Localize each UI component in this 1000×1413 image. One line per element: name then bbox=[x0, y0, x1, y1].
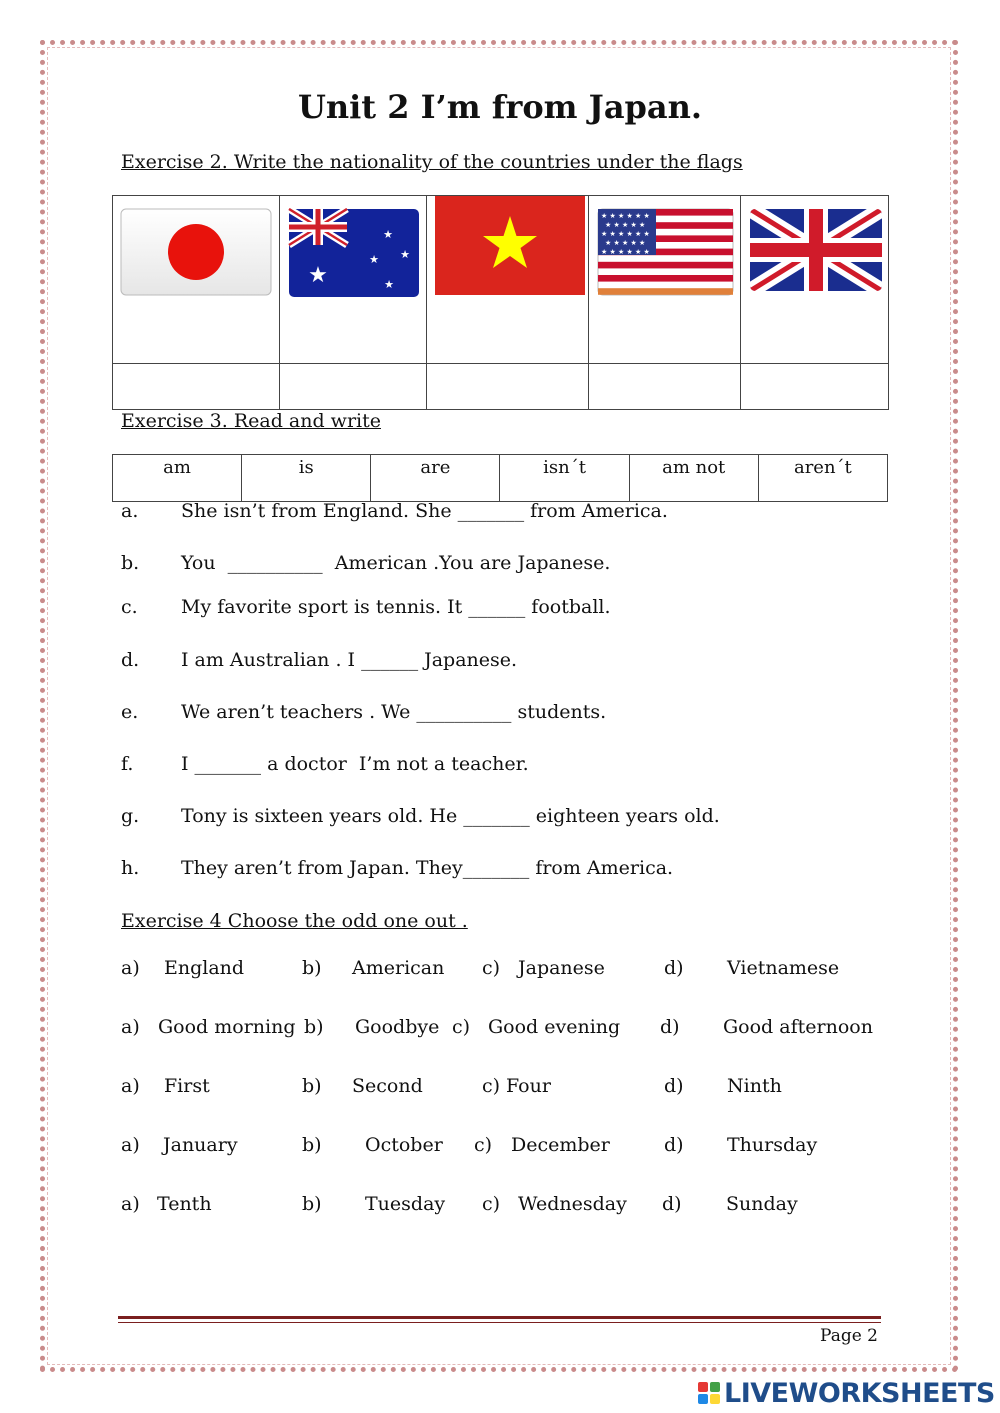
option-word[interactable]: Ninth bbox=[727, 1075, 782, 1097]
sentence-letter: a. bbox=[121, 500, 139, 522]
sentence-text: They aren’t from Japan. They_______ from America. bbox=[181, 857, 674, 879]
sentence-text: Tony is sixteen years old. He _______ eighteen years old. bbox=[181, 805, 720, 827]
word-bank-item: is bbox=[242, 455, 371, 502]
exercise3-heading: Exercise 3. Read and write bbox=[121, 410, 381, 432]
option-letter: d) bbox=[664, 957, 684, 979]
sentence-text: I _______ a doctor I’m not a teacher. bbox=[181, 753, 529, 775]
option-letter: b) bbox=[302, 1075, 322, 1097]
option-word[interactable]: Tuesday bbox=[365, 1193, 446, 1215]
answer-cell-1[interactable] bbox=[113, 364, 280, 410]
flags-table bbox=[112, 195, 889, 410]
flag-cell-usa bbox=[589, 196, 741, 364]
svg-text:★ ★ ★ ★ ★ ★: ★ ★ ★ ★ ★ ★ bbox=[601, 230, 650, 238]
flag-cell-australia bbox=[280, 196, 427, 364]
option-word[interactable]: Vietnamese bbox=[727, 957, 840, 979]
svg-text:★ ★ ★ ★ ★: ★ ★ ★ ★ ★ bbox=[605, 239, 646, 247]
option-letter: a) bbox=[121, 957, 140, 979]
vietnam-flag-icon bbox=[435, 196, 585, 296]
option-letter: c) bbox=[452, 1016, 471, 1038]
option-letter: b) bbox=[304, 1016, 324, 1038]
option-letter: b) bbox=[302, 1134, 322, 1156]
svg-text:★: ★ bbox=[400, 248, 410, 261]
sentence-text: I am Australian . I ______ Japanese. bbox=[181, 649, 518, 671]
exercise4-heading: Exercise 4 Choose the odd one out . bbox=[121, 910, 468, 932]
option-word[interactable]: Japanese bbox=[518, 957, 605, 979]
page-number: Page 2 bbox=[820, 1326, 878, 1346]
word-bank-item: am bbox=[113, 455, 242, 502]
word-bank-table bbox=[112, 454, 888, 502]
svg-text:★: ★ bbox=[369, 253, 379, 266]
answer-cell-2[interactable] bbox=[280, 364, 427, 410]
option-word[interactable]: Good afternoon bbox=[723, 1016, 873, 1038]
footer-rule-thin bbox=[118, 1322, 881, 1323]
liveworksheets-logo[interactable] bbox=[698, 1378, 995, 1408]
svg-text:★: ★ bbox=[384, 278, 394, 291]
svg-text:★ ★ ★ ★ ★ ★: ★ ★ ★ ★ ★ ★ bbox=[601, 212, 650, 220]
footer-rule bbox=[118, 1316, 881, 1319]
option-letter: c) bbox=[482, 1193, 501, 1215]
option-letter: d) bbox=[660, 1016, 680, 1038]
svg-text:★: ★ bbox=[383, 228, 393, 241]
sentence-text: We aren’t teachers . We __________ students. bbox=[181, 701, 607, 723]
option-word[interactable]: Wednesday bbox=[518, 1193, 627, 1215]
option-word[interactable]: First bbox=[164, 1075, 210, 1097]
option-word[interactable]: Four bbox=[506, 1075, 551, 1097]
option-letter: d) bbox=[664, 1134, 684, 1156]
japan-flag-icon bbox=[120, 208, 280, 303]
flag-cell-uk bbox=[741, 196, 889, 364]
word-bank-item: am not bbox=[629, 455, 758, 502]
logo-mark-icon bbox=[698, 1382, 720, 1404]
svg-text:★ ★ ★ ★ ★ ★: ★ ★ ★ ★ ★ ★ bbox=[601, 248, 650, 256]
flag-cell-vietnam bbox=[427, 196, 589, 364]
sentence-text: My favorite sport is tennis. It ______ football. bbox=[181, 596, 611, 618]
answer-cell-5[interactable] bbox=[741, 364, 889, 410]
uk-flag-icon bbox=[749, 208, 889, 303]
exercise2-heading: Exercise 2. Write the nationality of the countries under the flags bbox=[121, 151, 743, 173]
option-letter: b) bbox=[302, 1193, 322, 1215]
option-letter: a) bbox=[121, 1134, 140, 1156]
option-letter: c) bbox=[474, 1134, 493, 1156]
option-word[interactable]: American bbox=[352, 957, 445, 979]
sentence-letter: h. bbox=[121, 857, 140, 879]
answer-cell-4[interactable] bbox=[589, 364, 741, 410]
sentence-letter: f. bbox=[121, 753, 134, 775]
option-word[interactable]: Thursday bbox=[727, 1134, 818, 1156]
logo-text: LIVEWORKSHEETS bbox=[724, 1377, 995, 1409]
option-word[interactable]: Sunday bbox=[726, 1193, 798, 1215]
option-word[interactable]: Second bbox=[352, 1075, 423, 1097]
word-bank-item: are bbox=[371, 455, 500, 502]
sentence-letter: e. bbox=[121, 701, 139, 723]
sentence-letter: g. bbox=[121, 805, 140, 827]
answer-cell-3[interactable] bbox=[427, 364, 589, 410]
svg-text:★: ★ bbox=[308, 263, 328, 288]
option-letter: d) bbox=[664, 1075, 684, 1097]
sentence-letter: c. bbox=[121, 596, 138, 618]
option-letter: d) bbox=[662, 1193, 682, 1215]
page-title: Unit 2 I’m from Japan. bbox=[297, 88, 703, 126]
option-word[interactable]: Good evening bbox=[488, 1016, 621, 1038]
option-letter: a) bbox=[121, 1193, 140, 1215]
australia-flag-icon bbox=[288, 208, 428, 303]
option-letter: a) bbox=[121, 1075, 140, 1097]
svg-text:★ ★ ★ ★ ★: ★ ★ ★ ★ ★ bbox=[605, 221, 646, 229]
option-letter: c) bbox=[482, 957, 501, 979]
option-word[interactable]: Goodbye bbox=[355, 1016, 440, 1038]
sentence-letter: b. bbox=[121, 552, 140, 574]
option-letter: a) bbox=[121, 1016, 140, 1038]
option-word[interactable]: October bbox=[365, 1134, 443, 1156]
word-bank-item: isn´t bbox=[500, 455, 629, 502]
option-letter: c) bbox=[482, 1075, 501, 1097]
option-word[interactable]: Tenth bbox=[157, 1193, 212, 1215]
option-word[interactable]: Good morning bbox=[158, 1016, 296, 1038]
usa-flag-icon bbox=[597, 208, 742, 303]
flag-cell-japan bbox=[113, 196, 280, 364]
sentence-text: She isn’t from England. She _______ from America. bbox=[181, 500, 668, 522]
option-letter: b) bbox=[302, 957, 322, 979]
option-word[interactable]: England bbox=[164, 957, 245, 979]
option-word[interactable]: January bbox=[163, 1134, 238, 1156]
option-word[interactable]: December bbox=[511, 1134, 610, 1156]
word-bank-item: aren´t bbox=[758, 455, 887, 502]
sentence-text: You __________ American .You are Japanese. bbox=[181, 552, 611, 574]
sentence-letter: d. bbox=[121, 649, 140, 671]
